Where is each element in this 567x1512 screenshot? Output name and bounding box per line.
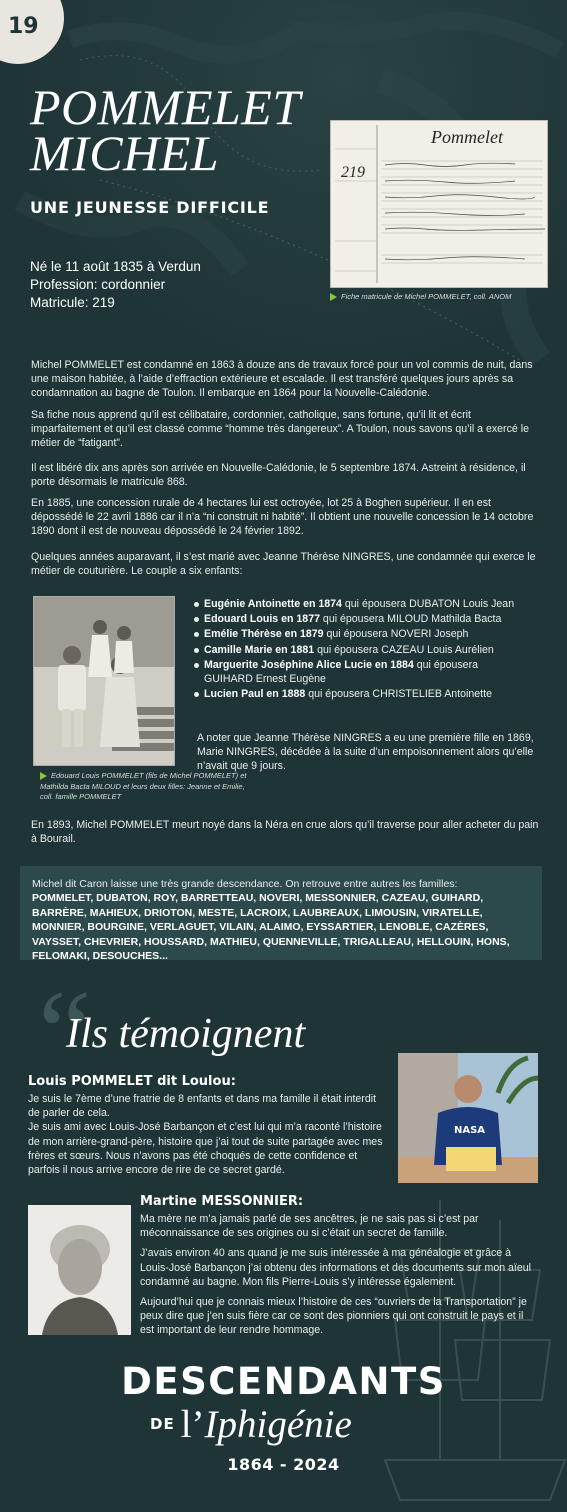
list-item: Emélie Thérèse en 1879 qui épousera NOVERI Joseph <box>192 627 522 641</box>
title-firstname: MICHEL <box>30 125 220 181</box>
testimony-paragraph: Je suis ami avec Louis-José Barbançon et c’est lui qui m’a raconté l’histoire de mon arrière-grand-père, histoire que j’ai tout de suite partagée avec mes frères et sœurs. Nous n’avons pas été choqués de cette confidence et parfois il nous arrive encore de rire de ce secret gardé. <box>28 1121 383 1177</box>
descendant-families-box <box>20 866 542 963</box>
testimony-paragraph: Aujourd’hui que je connais mieux l’histoire de ces “ouvriers de la Transportation” je peux dire que j’en suis fière car ce sont des pionniers qui ont construit le pays et il est important de leur rendre hommage. <box>140 1296 527 1337</box>
witness-text-loulou <box>28 1092 390 1177</box>
list-item: Edouard Louis en 1877 qui épousera MILOUD Mathilda Bacta <box>192 612 522 626</box>
footer-iphigenie: Iphigénie <box>204 1403 352 1446</box>
fiche-caption <box>330 292 550 301</box>
panel-number: 19 <box>8 14 39 39</box>
nasa-shirt-text: NASA <box>454 1125 486 1136</box>
families-names: POMMELET, DUBATON, ROY, BARRETTEAU, NOVERI, MESSONNIER, CAZEAU, GUIHARD, BARRÈRE, MAHIEUX, DRIOTON, MESTE, LACROIX, LAUBREAUX, LIMOUSIN, VIRATELLE, MONNIER, BOURGINE, VERLAGUET, VILAIN, ALAIMO, EYSSARTIER, LENOBLE, CAZÈRES, VAYSSET, CHEVRIER, HOUSSARD, MATHIEU, QUENNEVILLE, TRIGALLEAU, HELLOUIN, HONS, FELOMAKI, DESOUCHES... <box>32 892 510 963</box>
paragraph: Michel POMMELET est condamné en 1863 à douze ans de travaux forcé pour un vol commis de nuit, dans une maison habitée, à l’aide d’effraction extérieure et escalade. Il est transféré quelques jours après sa condamnation au bagne de Toulon. Il embarque en 1864 pour la Nouvelle-Calédonie. <box>31 359 533 400</box>
families-intro: Michel dit Caron laisse une très grande descendance. On retrouve entre autres les familles: <box>32 878 458 890</box>
caption-arrow-icon <box>330 293 337 301</box>
witness-name-martine: Martine MESSONNIER: <box>140 1194 304 1209</box>
photo-martine-messonnier <box>28 1205 131 1335</box>
fiche-caption-text: Fiche matricule de Michel POMMELET, coll. ANOM <box>341 292 512 301</box>
fiche-name-on-card: Pommelet <box>431 127 503 147</box>
testimony-paragraph: J’avais environ 40 ans quand je me suis intéressée à ma généalogie et grâce à Louis-José Barbançon j’ai obtenu des informations et des documents sur mon aïeul condamné au bagne. Mon fils Pierre-Louis s’y intéresse également. <box>140 1247 532 1288</box>
family-photo <box>33 596 175 766</box>
testimony-paragraph: Je suis le 7ème d’une fratrie de 8 enfants et dans ma famille il était interdit de parler de cela. <box>28 1093 377 1120</box>
testimony-paragraph: Ma mère ne m’a jamais parlé de ses ancêtres, je ne sais pas si c’est par méconnaissance de ses origines ou si c’était un secret de famille. <box>140 1213 479 1240</box>
caption-arrow-icon <box>40 772 47 780</box>
page-title <box>30 79 340 181</box>
witness-name-loulou: Louis POMMELET dit Loulou: <box>28 1074 236 1089</box>
witness-text-martine <box>140 1212 540 1344</box>
list-item: Camille Marie en 1881 qui épousera CAZEAU Louis Aurélien <box>192 643 522 657</box>
matricule-info: Matricule: 219 <box>30 295 115 310</box>
footer-descendants: DESCENDANTS <box>121 1360 446 1403</box>
fiche-matricule-image <box>330 120 548 288</box>
testimonies-heading: Ils témoignent <box>66 1011 306 1057</box>
paragraph: Quelques années auparavant, il s’est marié avec Jeanne Thérèse NINGRES, une condamnée qui exerce le métier de couturière. Le couple a six enfants: <box>31 551 536 578</box>
paragraph: Il est libéré dix ans après son arrivée en Nouvelle-Calédonie, le 5 septembre 1874. Astreint à résidence, il porte désormais le matricule 868. <box>31 462 526 489</box>
profession-info: Profession: cordonnier <box>30 277 166 292</box>
list-item: Eugénie Antoinette en 1874 qui épousera DUBATON Louis Jean <box>192 597 522 611</box>
paragraph: En 1885, une concession rurale de 4 hectares lui est octroyée, lot 25 à Boghen supérieur. Il en est dépossédé le 22 avril 1886 car il n’a “ni construit ni habité”. Il obtient une nouvelle concession le 14 octobre 1890 dont il est de nouveau dépossédé le 24 février 1892. <box>31 497 534 538</box>
footer-de: DE <box>150 1415 175 1433</box>
page-subtitle: UNE JEUNESSE DIFFICILE <box>30 198 270 217</box>
first-daughter-note: A noter que Jeanne Thérèse NINGRES a eu une première fille en 1869, Marie NINGRES, décédée à la suite d’un empoisonnement alors qu’elle n’avait que 9 jours. <box>197 732 534 773</box>
footer-ship-name <box>150 1402 352 1452</box>
death-paragraph: En 1893, Michel POMMELET meurt noyé dans la Néra en crue alors qu’il traverse pour aller acheter du pain à Bourail. <box>31 819 539 846</box>
paragraph: Sa fiche nous apprend qu’il est célibataire, cordonnier, catholique, sans fortune, qu’il lit et écrit imparfaitement et qu’il est classé comme “homme très dangereux”. A Toulon, nous savons qu’il a exercé le métier de “fatigant”. <box>31 409 529 450</box>
list-item: Lucien Paul en 1888 qui épousera CHRISTELIEB Antoinette <box>192 687 522 701</box>
list-item: Marguerite Joséphine Alice Lucie en 1884 qui épousera GUIHARD Ernest Eugène <box>192 658 522 686</box>
birth-info: Né le 11 août 1835 à Verdun <box>30 259 201 274</box>
family-photo-caption <box>40 771 250 803</box>
fiche-number-on-card: 219 <box>341 164 365 181</box>
children-list <box>192 597 522 702</box>
footer-years: 1864 - 2024 <box>227 1455 340 1474</box>
photo-louis-pommelet <box>398 1053 538 1183</box>
family-photo-caption-text: Edouard Louis POMMELET (fils de Michel POMMELET) et Mathilda Bacta MILOUD et leurs deux filles: Jeanne et Emilie, coll. famille POMMELET <box>40 771 247 801</box>
title-surname: POMMELET <box>30 79 301 135</box>
identity-block <box>30 258 201 312</box>
quote-mark-icon: “ <box>38 965 92 1098</box>
footer-l-apostrophe: l’ <box>180 1403 205 1446</box>
